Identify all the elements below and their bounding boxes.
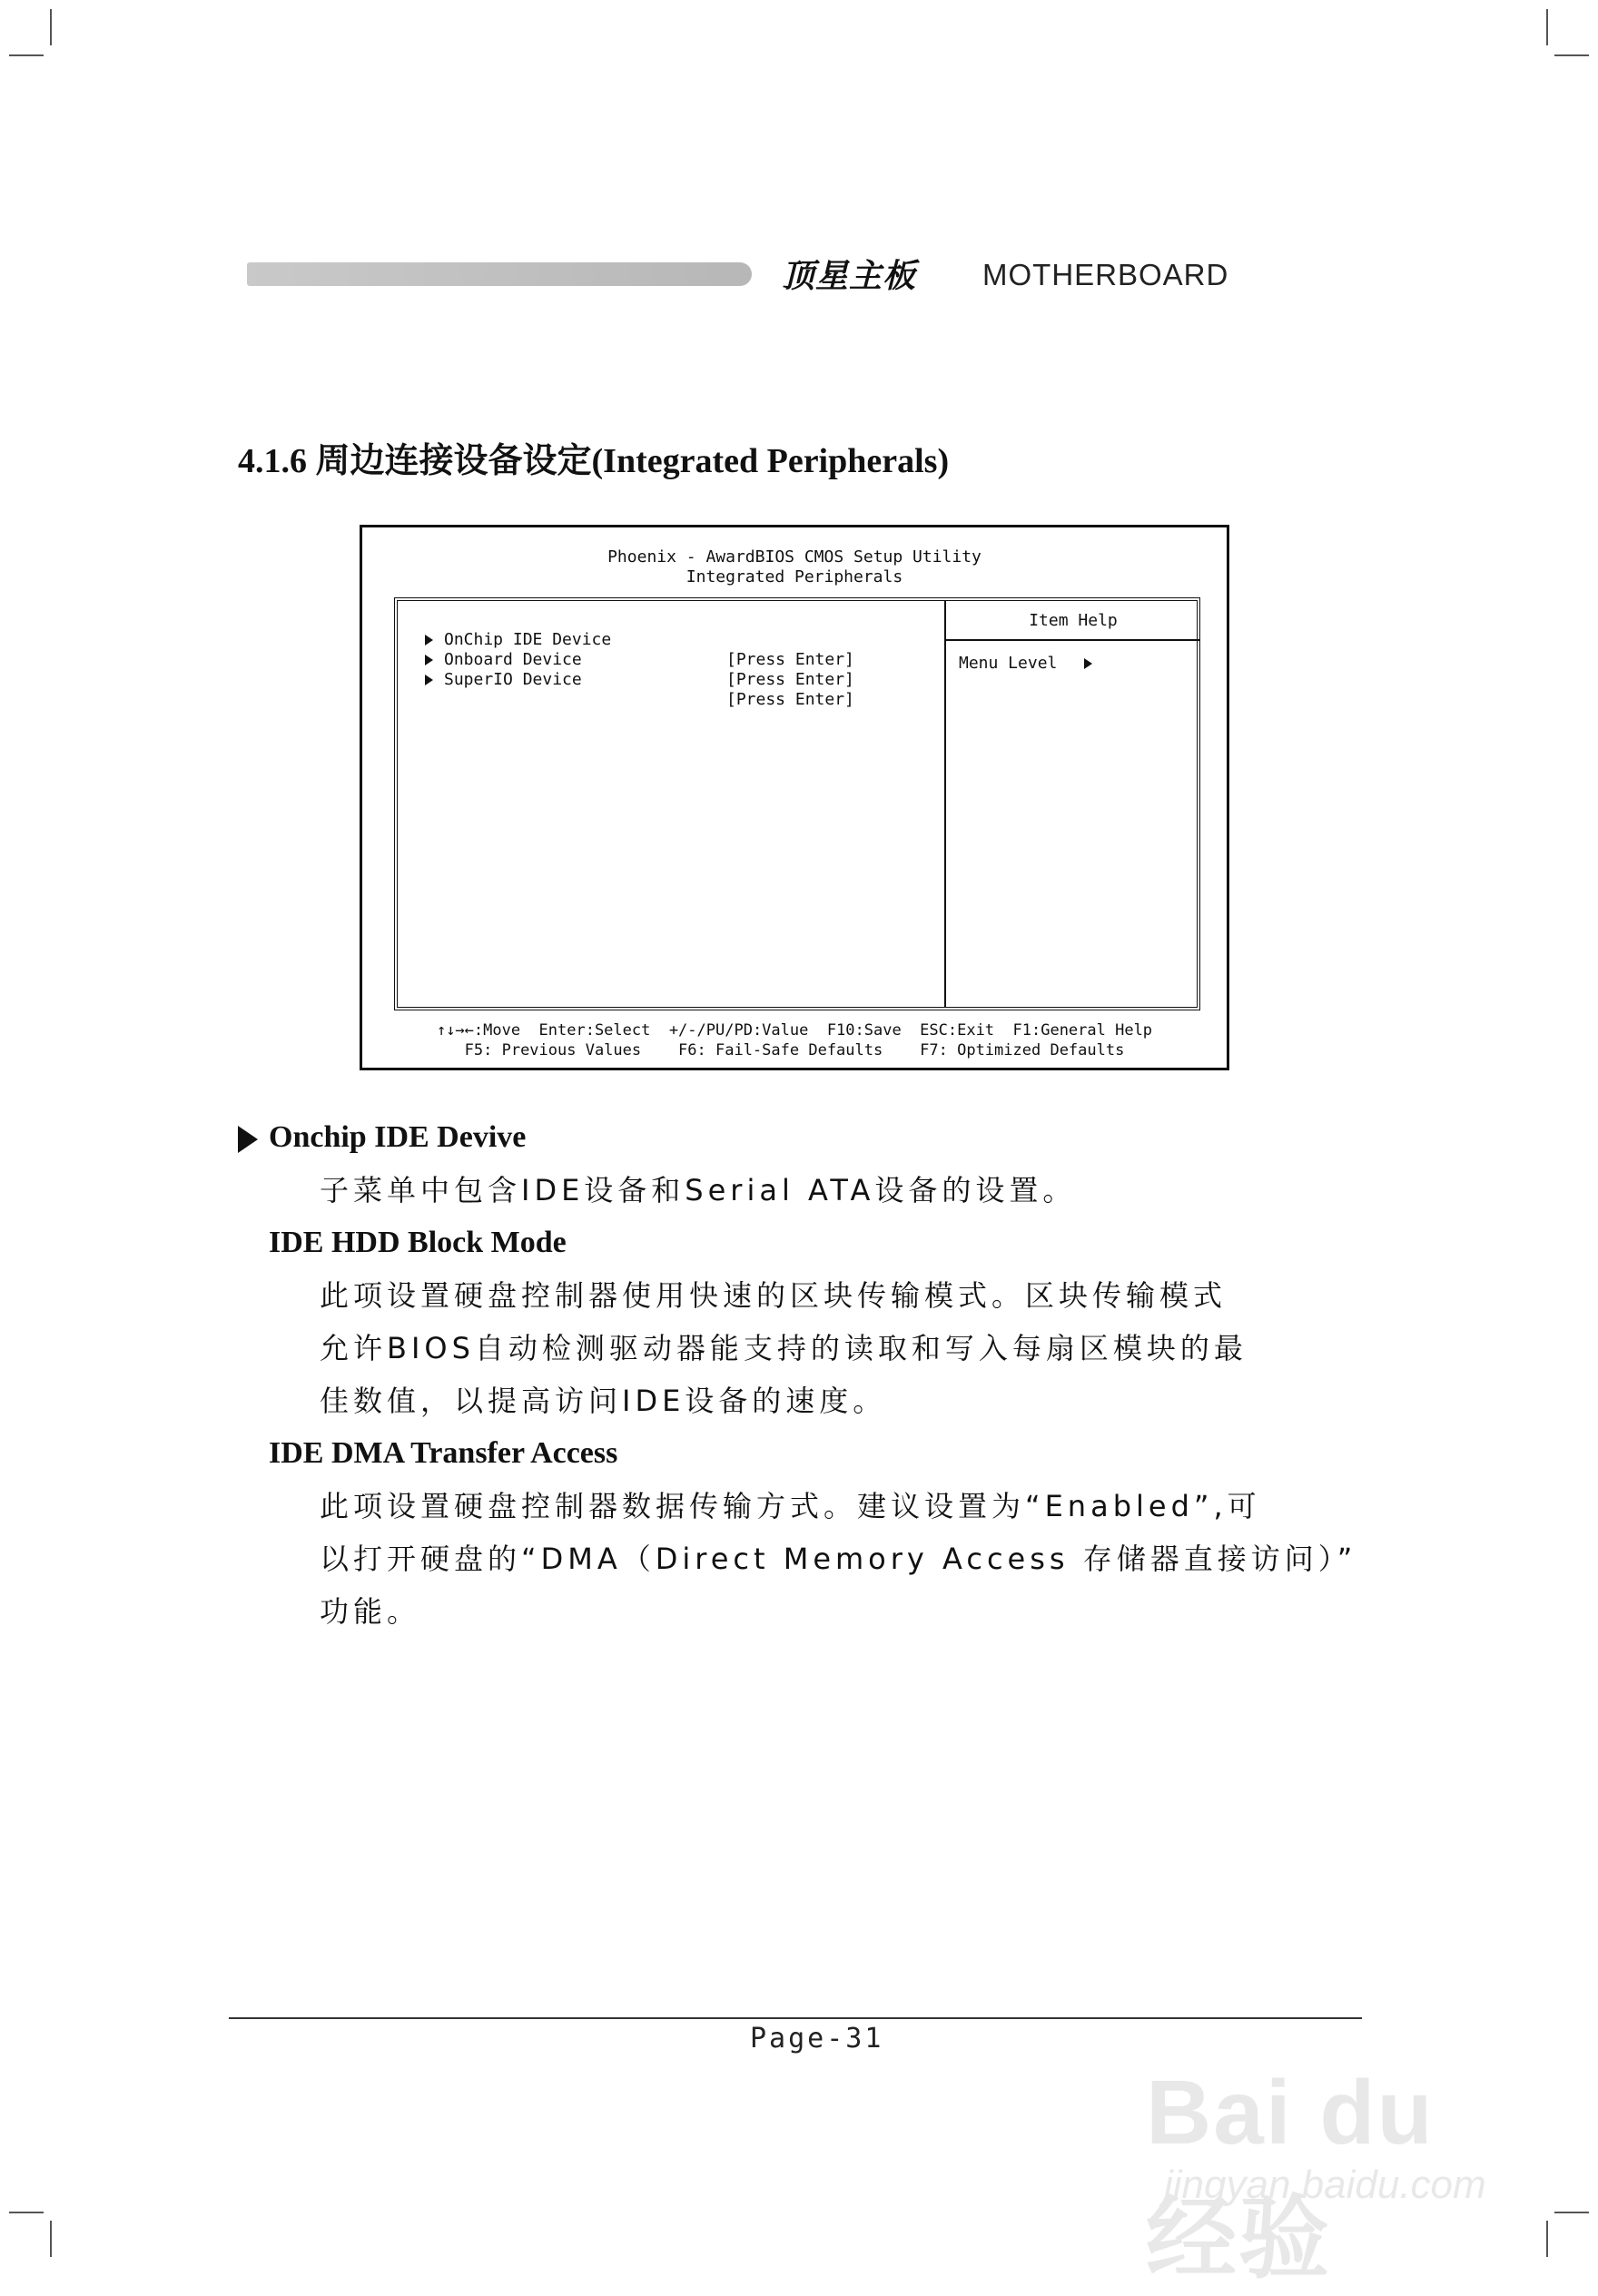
crop-mark-tr-v: [1546, 9, 1548, 45]
item-help-title: Item Help: [946, 606, 1200, 641]
crop-mark-tr-h: [1554, 54, 1589, 56]
paragraph-line: 此项设置硬盘控制器使用快速的区块传输模式。区块传输模式: [320, 1278, 1228, 1313]
page-number: Page-31: [750, 2023, 884, 2055]
watermark-url: jingyan.baidu.com: [1164, 2163, 1486, 2207]
menu-level-label: Menu Level: [959, 654, 1058, 673]
paragraph-line: 佳数值，以提高访问IDE设备的速度。: [320, 1384, 887, 1418]
paragraph-line: 功能。: [320, 1594, 421, 1629]
section-title: 4.1.6 周边连接设备设定(Integrated Peripherals): [238, 442, 950, 480]
bios-key-help-2: F5: Previous Values F6: Fail-Safe Defaults F7: Optimized Defaults: [464, 1041, 1125, 1059]
crop-mark-br-h: [1554, 2212, 1589, 2213]
baidu-watermark: [1146, 2034, 1527, 2290]
section-heading: IDE DMA Transfer Access: [269, 1436, 618, 1470]
bullet-triangle-icon: [238, 1126, 258, 1153]
watermark-logo: Bai du 经验: [1146, 2062, 1435, 2290]
paragraph-line: 此项设置硬盘控制器数据传输方式。建议设置为“Enabled”,可: [320, 1489, 1261, 1523]
bios-item-value: [Press Enter]: [726, 650, 854, 669]
footer-rule: [229, 2017, 1362, 2019]
crop-mark-bl-h: [9, 2212, 44, 2213]
crop-mark-tl-v: [50, 9, 52, 45]
bios-item-label: OnChip IDE Device: [444, 630, 612, 649]
crop-mark-tl-h: [9, 54, 44, 56]
bios-item-value: [Press Enter]: [726, 670, 854, 689]
crop-mark-bl-v: [50, 2221, 52, 2257]
section-heading: IDE HDD Block Mode: [269, 1226, 567, 1259]
menu-level-arrow-icon: [1084, 658, 1092, 669]
crop-mark-br-v: [1546, 2221, 1548, 2257]
bios-item-label: Onboard Device: [444, 650, 582, 669]
header-brand: 顶星主板: [782, 258, 917, 295]
header-bar: [247, 262, 752, 286]
bios-key-help-1: ↑↓→←:Move Enter:Select +/-/PU/PD:Value F10:Save ESC:Exit F1:General Help: [436, 1021, 1153, 1040]
section-heading: Onchip IDE Devive: [269, 1120, 527, 1154]
submenu-arrow-icon: [425, 675, 433, 685]
menu-level: [959, 654, 1103, 673]
bios-screenshot: [360, 525, 1229, 1070]
bios-subtitle: Integrated Peripherals: [686, 567, 903, 586]
header-subtitle: MOTHERBOARD: [982, 258, 1229, 291]
paragraph-line: 子菜单中包含IDE设备和Serial ATA设备的设置。: [320, 1173, 1077, 1207]
bios-item-value: [Press Enter]: [726, 690, 854, 709]
bios-panel: [394, 597, 1200, 1010]
paragraph-line: 允许BIOS自动检测驱动器能支持的读取和写入每扇区模块的最: [320, 1331, 1248, 1365]
bios-item-label: SuperIO Device: [444, 670, 582, 689]
paragraph-line: 以打开硬盘的“DMA（Direct Memory Access 存储器直接访问）”: [320, 1542, 1357, 1576]
bios-title: Phoenix - AwardBIOS CMOS Setup Utility: [607, 547, 981, 567]
item-help-panel: [944, 601, 1200, 1007]
